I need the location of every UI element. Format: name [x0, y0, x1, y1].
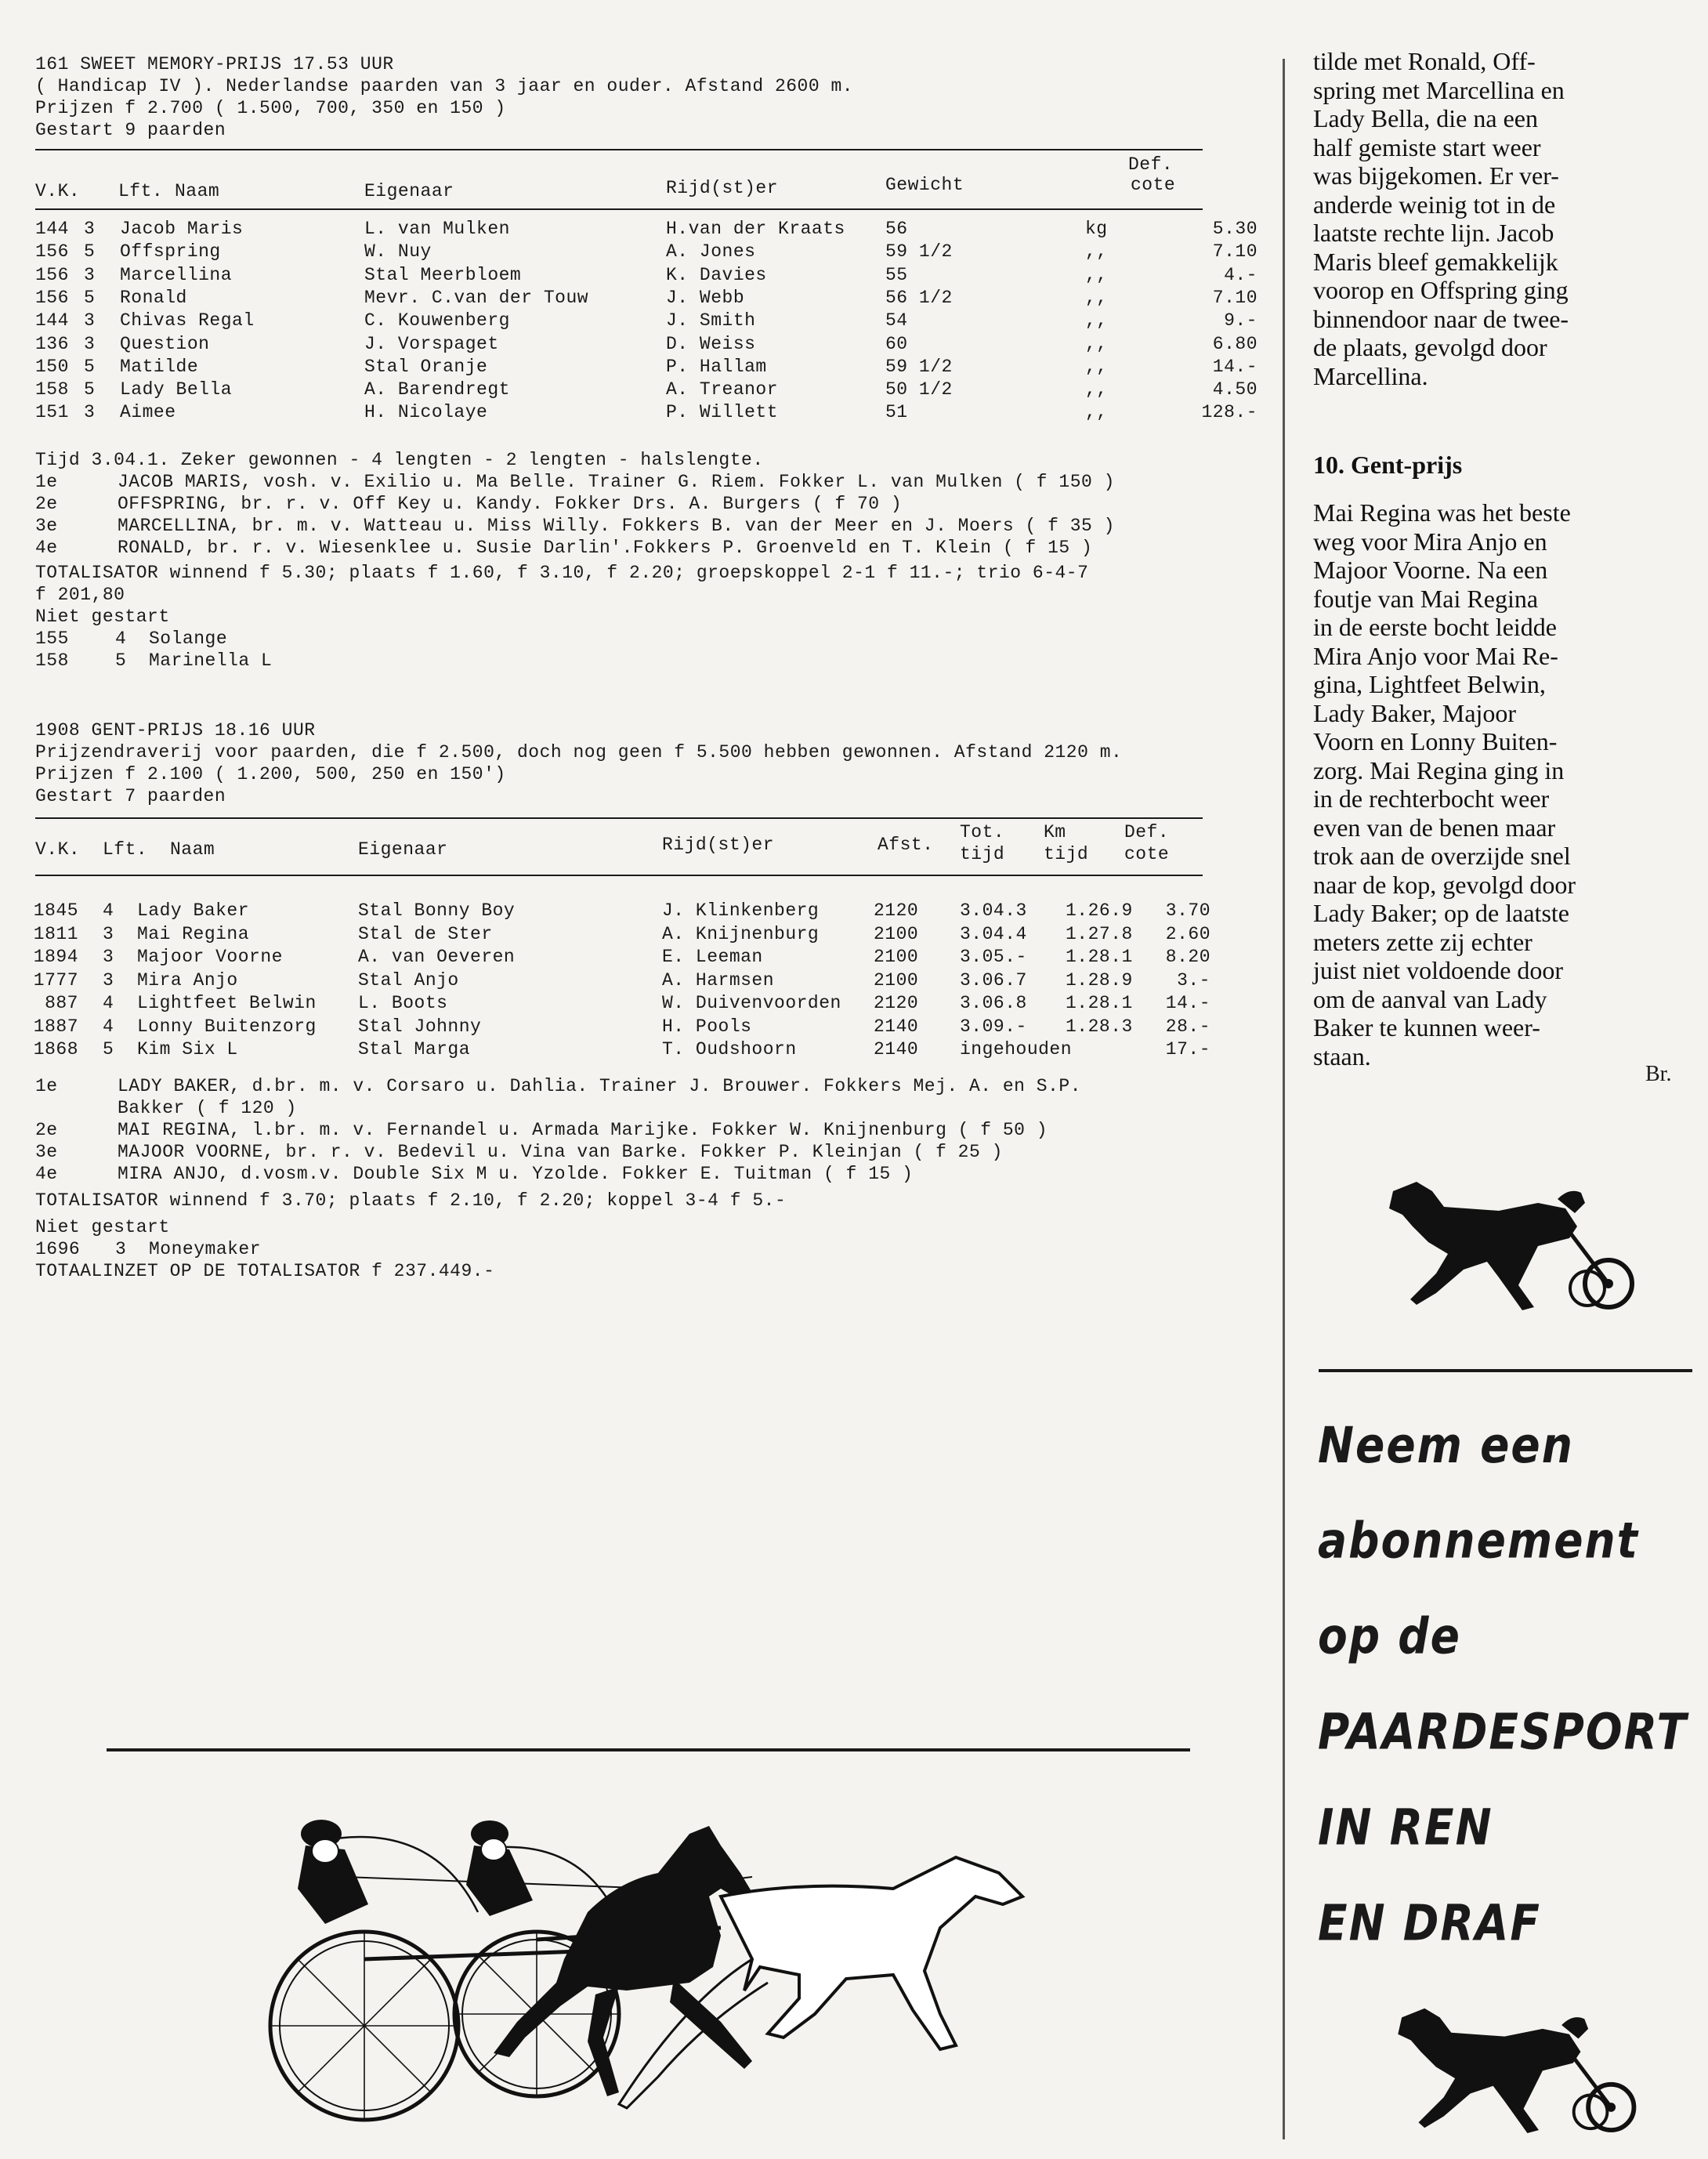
cell-vk: 156 [35, 241, 69, 263]
cell-lft: 3 [115, 1239, 127, 1259]
cell-rijder: K. Davies [666, 264, 767, 285]
report-line: Baker te kunnen weer- [1313, 1013, 1540, 1041]
cell-cote: 2.60 [1165, 923, 1210, 944]
cell-rijder: A. Knijnenburg [662, 923, 820, 944]
cell-vk: 144 [35, 219, 69, 239]
cell-eigenaar: H. Nicolaye [364, 402, 488, 423]
header-rijder: Rijd(st)er [662, 835, 775, 855]
cell-gew: 56 1/2 [885, 287, 953, 308]
cell-naam: Marcellina [120, 264, 233, 285]
ad-line-1: Neem een [1318, 1416, 1574, 1474]
cell-vk: 136 [35, 333, 69, 354]
placing-line [35, 1075, 1242, 1097]
placing-text: JACOB MARIS, vosh. v. Exilio u. Ma Belle. Trainer G. Riem. Fokker L. van Mulken ( f 150 ) [118, 472, 1115, 492]
report-line: de plaats, gevolgd door [1313, 333, 1547, 361]
cell-gew: 55 [885, 264, 908, 285]
cell-tot: 3.06.8 [960, 993, 1027, 1013]
table-row [35, 401, 1257, 425]
header-rijder: Rijd(st)er [666, 178, 779, 198]
cell-lft: 4 [103, 1016, 114, 1037]
cell-afst: 2140 [874, 1016, 919, 1037]
cell-tot: 3.06.7 [960, 969, 1027, 991]
cell-cote: 6.80 [1212, 333, 1257, 354]
race2-header-block [35, 719, 1122, 807]
report-line: voorop en Offspring ging [1313, 276, 1569, 304]
cell-afst: 2100 [874, 969, 919, 991]
column-divider [1283, 59, 1285, 2139]
cell-vk: 158 [35, 379, 69, 400]
cell-vk: 1887 [33, 1016, 78, 1037]
report-line: gina, Lightfeet Belwin, [1313, 670, 1546, 698]
cell-vk: 150 [35, 356, 69, 377]
race1-intro-line-2: Prijzen f 2.700 ( 1.500, 700, 350 en 150 ) [35, 98, 506, 118]
niet-gestart-row [35, 628, 1242, 650]
placing-position: 1e [35, 472, 58, 492]
cell-vk: 155 [35, 629, 69, 649]
placing-text: OFFSPRING, br. r. v. Off Key u. Kandy. Fokker Drs. A. Burgers ( f 70 ) [118, 494, 903, 514]
cell-rijder: J. Smith [666, 310, 756, 331]
table-row [35, 992, 1242, 1016]
race2-table-header [35, 821, 1210, 870]
subscription-ad [1318, 1397, 1688, 1970]
cell-lft: 3 [103, 923, 114, 944]
cell-rijder: H.van der Kraats [666, 219, 845, 239]
table-row [35, 379, 1257, 402]
cell-km: 1.28.1 [1066, 993, 1133, 1013]
race2-rule-header [35, 875, 1203, 876]
cell-lft: 4 [103, 900, 114, 921]
cell-naam: Solange [149, 629, 228, 649]
table-row [35, 287, 1257, 310]
race1-intro-line-1: ( Handicap IV ). Nederlandse paarden van 3 jaar en ouder. Afstand 2600 m. [35, 76, 854, 96]
trotter-silhouette-icon [1379, 1994, 1645, 2139]
header-naam: Naam [170, 839, 215, 860]
cell-lft: 3 [103, 969, 114, 991]
race1-niet-gestart-label: Niet gestart [35, 607, 170, 627]
cell-cote: 4.50 [1212, 379, 1257, 400]
trotter-silhouette-icon [1370, 1168, 1644, 1317]
cell-cote: 5.30 [1212, 219, 1257, 239]
header-vk: V.K. [35, 839, 81, 860]
race2-totalisator: TOTALISATOR winnend f 3.70; plaats f 2.10, f 2.20; koppel 3-4 f 5.- [35, 1190, 787, 1211]
report-line: meters zette zij echter [1313, 927, 1532, 956]
cell-tot: ingehouden [960, 1039, 1073, 1060]
table-row [35, 356, 1257, 379]
cell-lft: 5 [84, 241, 96, 263]
table-row [35, 900, 1242, 923]
race2-rule-top [35, 817, 1203, 819]
report-line: trok aan de overzijde snel [1313, 842, 1571, 870]
race2-intro-line-2: Prijzen f 2.100 ( 1.200, 500, 250 en 150') [35, 764, 506, 784]
report-line: om de aanval van Lady [1313, 984, 1547, 1013]
cell-vk: 151 [35, 402, 69, 423]
cell-naam: Lady Bella [120, 379, 233, 400]
ad-line-4: PAARDESPORT [1318, 1702, 1688, 1761]
report-line: Majoor Voorne. Na een [1313, 556, 1548, 584]
cell-naam: Mai Regina [137, 923, 250, 944]
race2-intro-line-1: Prijzendraverij voor paarden, die f 2.500, doch nog geen f 5.500 hebben gewonnen. Afstand 2120 m. [35, 742, 1123, 763]
right-column [1313, 47, 1681, 390]
cell-naam: Lady Baker [137, 900, 250, 921]
placing-position: 2e [35, 1120, 58, 1140]
header-vk: V.K. [35, 181, 81, 201]
placing-position: 3e [35, 1142, 58, 1162]
cell-rijder: P. Hallam [666, 356, 767, 377]
table-row [35, 333, 1257, 357]
cell-lft: 5 [84, 287, 96, 308]
cell-eigenaar: A. Barendregt [364, 379, 510, 400]
placing-text: Bakker ( f 120 ) [118, 1098, 297, 1118]
cell-cote: 28.- [1165, 1016, 1210, 1037]
ad-line-5: IN REN [1318, 1798, 1493, 1857]
placing-text: MIRA ANJO, d.vosm.v. Double Six M u. Yzolde. Fokker E. Tuitman ( f 15 ) [118, 1164, 914, 1184]
race2-niet-gestart-label: Niet gestart [35, 1217, 170, 1237]
cell-vk: 158 [35, 650, 69, 671]
header-def: Def. [1124, 822, 1170, 842]
report-line: Lady Bella, die na een [1313, 104, 1538, 132]
race1-table-header [35, 154, 1210, 202]
report-line: in de eerste bocht leidde [1313, 613, 1557, 641]
report-paragraph-1 [1313, 47, 1681, 390]
placing-text: LADY BAKER, d.br. m. v. Corsaro u. Dahlia. Trainer J. Brouwer. Fokkers Mej. A. en S.P. [118, 1076, 1081, 1096]
race2-totaalinzet: TOTAALINZET OP DE TOTALISATOR f 237.449.- [35, 1261, 495, 1281]
race1-totalisator-line-1: TOTALISATOR winnend f 5.30; plaats f 1.60, f 3.10, f 2.20; groepskoppel 2-1 f 11.-; trio 6-4-7 [35, 563, 1089, 583]
race1-intro-line-3: Gestart 9 paarden [35, 120, 226, 140]
report-paragraph-2 [1313, 498, 1681, 1070]
cell-naam: Mira Anjo [137, 969, 238, 991]
cell-vk: 1868 [33, 1039, 78, 1060]
race1-rule-header [35, 208, 1203, 210]
header-tot: Tot. [960, 822, 1005, 842]
cell-lft: 4 [103, 993, 114, 1013]
header-cote: cote [1124, 844, 1170, 864]
cell-km: 1.27.8 [1066, 923, 1133, 944]
cell-unit: ,, [1085, 310, 1108, 331]
ad-line-3: op de [1318, 1607, 1461, 1665]
cell-naam: Majoor Voorne [137, 947, 283, 967]
cell-naam: Chivas Regal [120, 310, 255, 331]
cell-afst: 2140 [874, 1039, 919, 1060]
race2-title: 1908 GENT-PRIJS 18.16 UUR [35, 720, 316, 741]
cell-naam: Lonny Buitenzorg [137, 1016, 317, 1037]
cell-lft: 3 [84, 310, 96, 331]
cell-unit: ,, [1085, 402, 1108, 423]
cell-naam: Offspring [120, 241, 221, 263]
report-line: weg voor Mira Anjo en [1313, 527, 1547, 556]
placing-text: MARCELLINA, br. m. v. Watteau u. Miss Willy. Fokkers B. van der Meer en J. Moers ( f 35 ) [118, 516, 1115, 536]
cell-eigenaar: Mevr. C.van der Touw [364, 287, 589, 308]
cell-naam: Question [120, 333, 210, 354]
placing-line [35, 1119, 1242, 1141]
cell-eigenaar: Stal de Ster [358, 923, 493, 944]
cell-lft: 5 [103, 1039, 114, 1060]
cell-gew: 50 1/2 [885, 379, 953, 400]
report-line: staan. [1313, 1041, 1371, 1070]
report-line: Mai Regina was het beste [1313, 498, 1571, 527]
cell-cote: 17.- [1165, 1039, 1210, 1060]
cell-naam: Moneymaker [149, 1239, 262, 1259]
cell-afst: 2100 [874, 923, 919, 944]
placing-text: MAJOOR VOORNE, br. r. v. Bedevil u. Vina van Barke. Fokker P. Kleinjan ( f 25 ) [118, 1142, 1003, 1162]
cell-rijder: A. Harmsen [662, 969, 775, 991]
cell-cote: 128.- [1201, 402, 1257, 423]
header-def: Def. [1128, 154, 1174, 175]
race1-results [35, 449, 1242, 672]
cell-rijder: T. Oudshoorn [662, 1039, 797, 1060]
table-row [35, 264, 1257, 288]
report-line: laatste rechte lijn. Jacob [1313, 219, 1554, 247]
cell-rijder: W. Duivenvoorden [662, 993, 841, 1013]
cell-lft: 3 [103, 947, 114, 967]
cell-vk: 1894 [33, 947, 78, 967]
race1-header-block [35, 53, 853, 141]
ad-line-6: EN DRAF [1318, 1893, 1541, 1952]
sulky-race-engraving [251, 1802, 1050, 2132]
race1-totalisator-line-2: f 201,80 [35, 585, 125, 605]
header-afst: Afst. [878, 835, 934, 855]
cell-naam: Jacob Maris [120, 219, 244, 239]
race2-table-body [35, 900, 1242, 1064]
cell-lft: 3 [84, 264, 96, 285]
ad-line-2: abonnement [1318, 1512, 1639, 1570]
report-line: tilde met Ronald, Off- [1313, 47, 1536, 75]
placing-line [35, 1097, 1242, 1119]
cell-tot: 3.05.- [960, 947, 1027, 967]
cell-afst: 2100 [874, 947, 919, 967]
placing-text: RONALD, br. r. v. Wiesenklee u. Susie Darlin'.Fokkers P. Groenveld en T. Klein ( f 15 ) [118, 538, 1093, 558]
cell-afst: 2120 [874, 993, 919, 1013]
cell-lft: 3 [84, 402, 96, 423]
cell-lft: 3 [84, 333, 96, 354]
race1-rule-top [35, 149, 1203, 150]
cell-eigenaar: A. van Oeveren [358, 947, 516, 967]
cell-km: 1.28.9 [1066, 969, 1133, 991]
cell-vk: 1777 [33, 969, 78, 991]
race2-results [35, 1075, 1242, 1282]
cell-lft: 5 [84, 356, 96, 377]
cell-lft: 4 [115, 629, 127, 649]
placing-position: 4e [35, 1164, 58, 1184]
cell-unit: ,, [1085, 241, 1108, 263]
cell-vk: 156 [35, 264, 69, 285]
report-line: binnendoor naar de twee- [1313, 304, 1569, 333]
placing-line [35, 1141, 1242, 1163]
cell-eigenaar: Stal Marga [358, 1039, 471, 1060]
cell-cote: 7.10 [1212, 287, 1257, 308]
cell-cote: 8.20 [1165, 947, 1210, 967]
cell-km: 1.28.1 [1066, 947, 1133, 967]
table-row [35, 310, 1257, 333]
table-row [35, 218, 1257, 241]
cell-naam: Aimee [120, 402, 176, 423]
report-block-2 [1313, 498, 1681, 1070]
report-line: Lady Baker; op de laatste [1313, 899, 1569, 927]
cell-vk: 1811 [33, 923, 78, 944]
ad-rule [1319, 1369, 1692, 1372]
cell-unit: ,, [1085, 356, 1108, 377]
header-lft: Lft. [118, 181, 164, 201]
report-line: half gemiste start weer [1313, 132, 1541, 161]
placing-line [35, 471, 1242, 493]
cell-rijder: D. Weiss [666, 333, 756, 354]
report-line: in de rechterbocht weer [1313, 784, 1550, 813]
cell-unit: ,, [1085, 287, 1108, 308]
cell-rijder: E. Leeman [662, 947, 763, 967]
cell-cote: 14.- [1212, 356, 1257, 377]
cell-km: 1.28.3 [1066, 1016, 1133, 1037]
niet-gestart-row [35, 1238, 1242, 1260]
cell-eigenaar: Stal Oranje [364, 356, 488, 377]
report-line: anderde weinig tot in de [1313, 190, 1556, 219]
cell-unit: ,, [1085, 379, 1108, 400]
report-line: even van de benen maar [1313, 813, 1556, 842]
header-cote: cote [1131, 175, 1176, 195]
cell-eigenaar: Stal Meerbloem [364, 264, 522, 285]
header-eigenaar: Eigenaar [358, 839, 448, 860]
cell-cote: 3.- [1177, 969, 1210, 991]
cell-cote: 7.10 [1212, 241, 1257, 263]
niet-gestart-row [35, 650, 1242, 672]
placing-line [35, 1163, 1242, 1185]
report-line: juist niet voldoende door [1313, 956, 1564, 984]
cell-tot: 3.09.- [960, 1016, 1027, 1037]
header-naam: Naam [175, 181, 220, 201]
cell-eigenaar: J. Vorspaget [364, 333, 499, 354]
cell-lft: 5 [84, 379, 96, 400]
cell-naam: Kim Six L [137, 1039, 238, 1060]
table-row [35, 1016, 1242, 1039]
cell-rijder: P. Willett [666, 402, 779, 423]
report-line: spring met Marcellina en [1313, 75, 1565, 104]
header-tot-tijd: tijd [960, 844, 1005, 864]
race2-intro-line-3: Gestart 7 paarden [35, 786, 226, 806]
header-km-tijd: tijd [1044, 844, 1089, 864]
bottom-rule [107, 1748, 1190, 1751]
report-line: foutje van Mai Regina [1313, 584, 1539, 613]
cell-cote: 14.- [1165, 993, 1210, 1013]
report-line: was bijgekomen. Er ver- [1313, 161, 1559, 190]
table-row [35, 946, 1242, 969]
section-heading-gent-prijs: 10. Gent-prijs [1313, 451, 1463, 479]
header-gewicht: Gewicht [885, 175, 964, 195]
cell-eigenaar: Stal Anjo [358, 969, 459, 991]
cell-km: 1.26.9 [1066, 900, 1133, 921]
race1-tijd: Tijd 3.04.1. Zeker gewonnen - 4 lengten - 2 lengten - halslengte. [35, 450, 764, 470]
report-line: naar de kop, gevolgd door [1313, 870, 1576, 899]
cell-unit: ,, [1085, 264, 1108, 285]
placing-position: 1e [35, 1076, 58, 1096]
cell-unit: kg [1085, 219, 1108, 239]
cell-cote: 9.- [1224, 310, 1257, 331]
report-line: Lady Baker, Majoor [1313, 698, 1517, 727]
cell-naam: Matilde [120, 356, 199, 377]
race1-table-body [35, 218, 1257, 429]
race1-title: 161 SWEET MEMORY-PRIJS 17.53 UUR [35, 54, 394, 74]
cell-rijder: H. Pools [662, 1016, 752, 1037]
cell-rijder: J. Klinkenberg [662, 900, 820, 921]
cell-rijder: A. Jones [666, 241, 756, 263]
table-row [35, 969, 1242, 993]
placing-position: 2e [35, 494, 58, 514]
report-line: Voorn en Lonny Buiten- [1313, 727, 1558, 755]
cell-cote: 3.70 [1165, 900, 1210, 921]
table-row [35, 923, 1242, 947]
cell-vk: 1845 [33, 900, 78, 921]
cell-cote: 4.- [1224, 264, 1257, 285]
cell-gew: 54 [885, 310, 908, 331]
cell-eigenaar: W. Nuy [364, 241, 432, 263]
placing-text: MAI REGINA, l.br. m. v. Fernandel u. Armada Marijke. Fokker W. Knijnenburg ( f 50 ) [118, 1120, 1048, 1140]
placing-line [35, 537, 1242, 559]
placing-position: 3e [35, 516, 58, 536]
cell-eigenaar: C. Kouwenberg [364, 310, 510, 331]
placing-position: 4e [35, 538, 58, 558]
cell-gew: 51 [885, 402, 908, 423]
cell-lft: 3 [84, 219, 96, 239]
report-line: Maris bleef gemakkelijk [1313, 247, 1558, 276]
cell-afst: 2120 [874, 900, 919, 921]
cell-tot: 3.04.3 [960, 900, 1027, 921]
cell-gew: 60 [885, 333, 908, 354]
cell-vk: 156 [35, 287, 69, 308]
cell-gew: 59 1/2 [885, 241, 953, 263]
report-line: Mira Anjo voor Mai Re- [1313, 641, 1558, 670]
cell-lft: 5 [115, 650, 127, 671]
cell-vk: 887 [45, 993, 78, 1013]
cell-vk: 144 [35, 310, 69, 331]
cell-eigenaar: Stal Johnny [358, 1016, 482, 1037]
table-row [35, 241, 1257, 264]
cell-gew: 59 1/2 [885, 356, 953, 377]
header-lft: Lft. [103, 839, 148, 860]
cell-gew: 56 [885, 219, 908, 239]
cell-eigenaar: L. Boots [358, 993, 448, 1013]
cell-eigenaar: Stal Bonny Boy [358, 900, 516, 921]
cell-naam: Ronald [120, 287, 187, 308]
cell-eigenaar: L. van Mulken [364, 219, 510, 239]
header-eigenaar: Eigenaar [364, 181, 454, 201]
cell-unit: ,, [1085, 333, 1108, 354]
report-line: Marcellina. [1313, 361, 1428, 390]
cell-naam: Lightfeet Belwin [137, 993, 317, 1013]
cell-naam: Marinella L [149, 650, 273, 671]
cell-rijder: J. Webb [666, 287, 745, 308]
cell-tot: 3.04.4 [960, 923, 1027, 944]
report-line: zorg. Mai Regina ging in [1313, 755, 1565, 784]
placing-line [35, 493, 1242, 515]
cell-vk: 1696 [35, 1239, 81, 1259]
report-signature: Br. [1645, 1062, 1672, 1086]
header-km: Km [1044, 822, 1066, 842]
cell-rijder: A. Treanor [666, 379, 779, 400]
placing-line [35, 515, 1242, 537]
table-row [35, 1038, 1242, 1062]
